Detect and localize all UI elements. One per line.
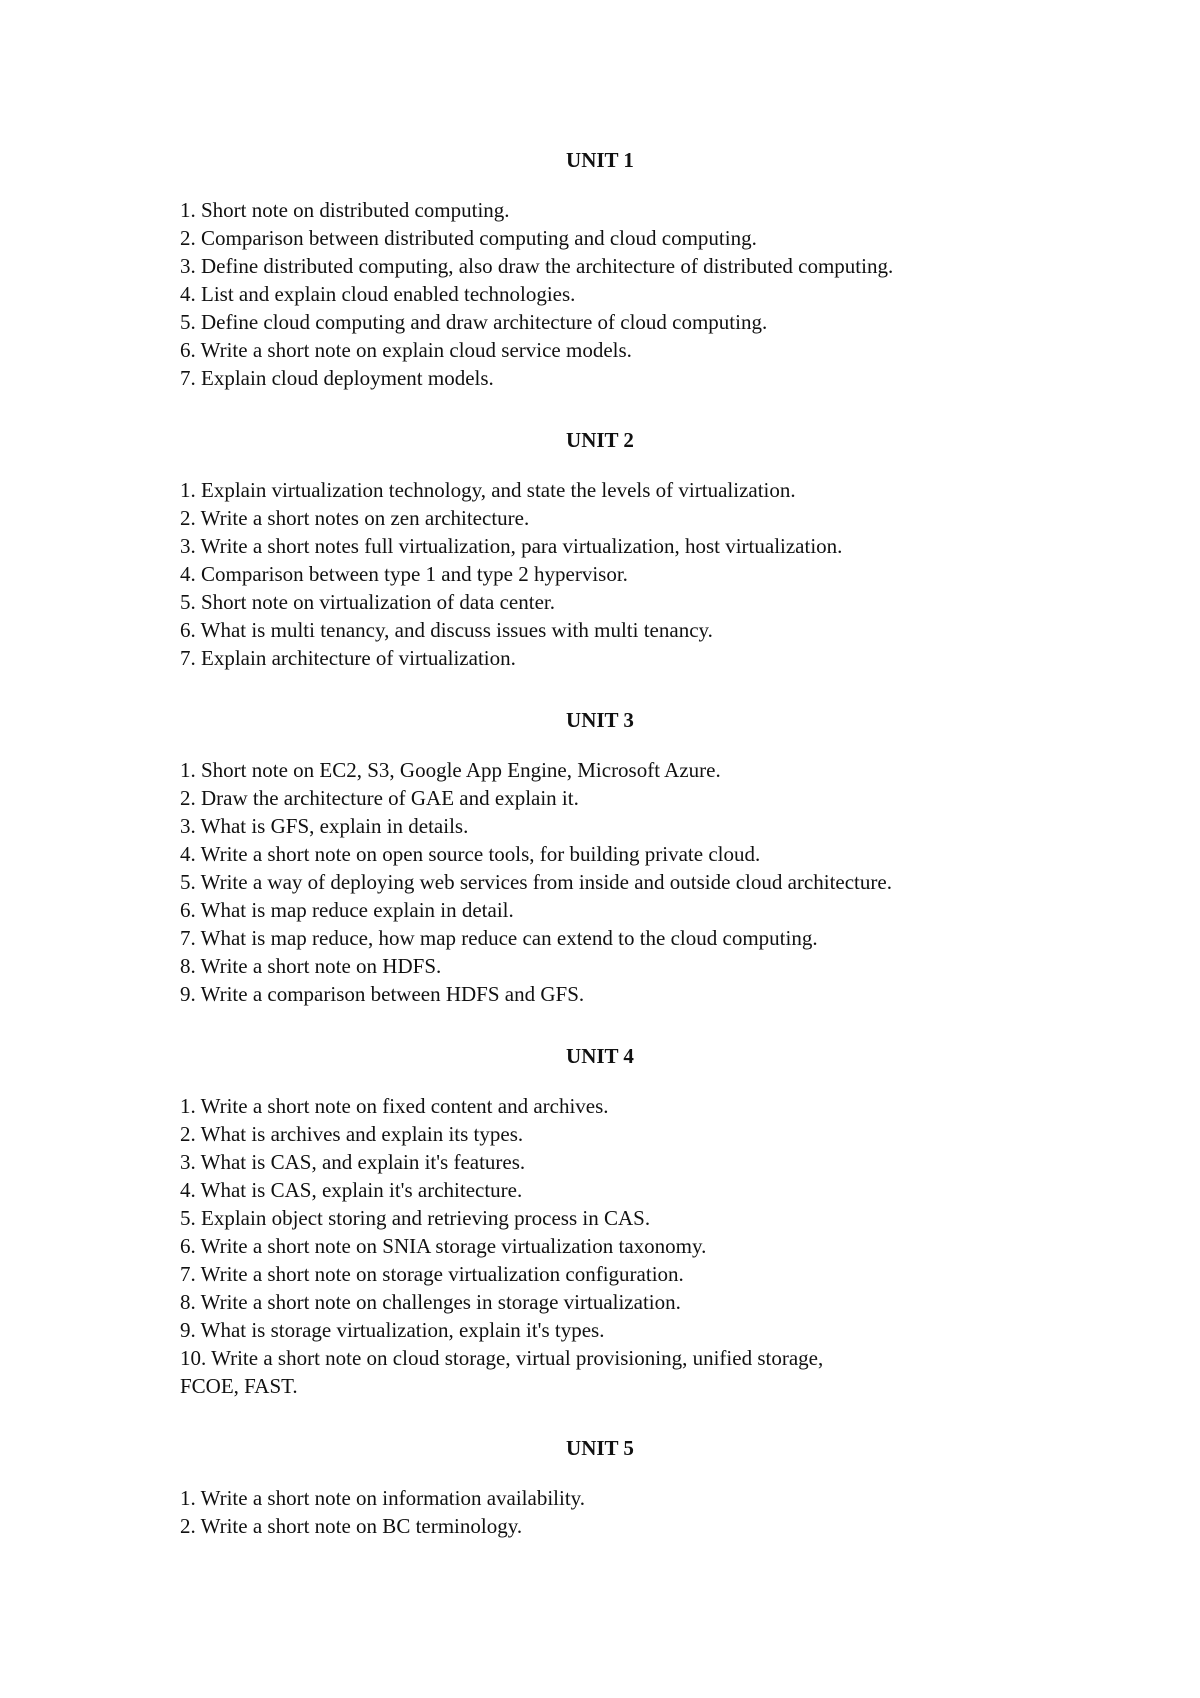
question-item: 1. Short note on EC2, S3, Google App Engine, Microsoft Azure. xyxy=(180,758,721,782)
question-item: 7. Explain cloud deployment models. xyxy=(180,366,494,390)
question-item: 4. What is CAS, explain it's architecture. xyxy=(180,1178,523,1202)
question-item: 1. Explain virtualization technology, and state the levels of virtualization. xyxy=(180,478,796,502)
question-item: 1. Write a short note on information availability. xyxy=(180,1486,586,1510)
question-item: 8. Write a short note on challenges in storage virtualization. xyxy=(180,1290,681,1314)
question-item: 3. What is CAS, and explain it's features. xyxy=(180,1150,526,1174)
unit-heading: UNIT 1 xyxy=(566,148,634,172)
question-item: 8. Write a short note on HDFS. xyxy=(180,954,442,978)
unit-heading: UNIT 2 xyxy=(566,428,634,452)
question-item: 2. Write a short notes on zen architecture. xyxy=(180,506,530,530)
unit-heading: UNIT 4 xyxy=(566,1044,634,1068)
question-item: 6. Write a short note on SNIA storage virtualization taxonomy. xyxy=(180,1234,707,1258)
question-item: 2. What is archives and explain its types. xyxy=(180,1122,524,1146)
unit-heading: UNIT 3 xyxy=(566,708,634,732)
unit-1-section xyxy=(180,146,1060,392)
question-item: 6. What is multi tenancy, and discuss issues with multi tenancy. xyxy=(180,618,713,642)
question-item: 5. Short note on virtualization of data center. xyxy=(180,590,555,614)
question-item: 10. Write a short note on cloud storage, virtual provisioning, unified storage, FCOE, FAST. xyxy=(180,1346,824,1398)
question-item: 2. Comparison between distributed computing and cloud computing. xyxy=(180,226,757,250)
unit-4-section xyxy=(180,1042,1060,1400)
question-item: 9. What is storage virtualization, explain it's types. xyxy=(180,1318,605,1342)
question-item: 6. What is map reduce explain in detail. xyxy=(180,898,514,922)
question-item: 3. What is GFS, explain in details. xyxy=(180,814,469,838)
question-item: 4. List and explain cloud enabled technologies. xyxy=(180,282,576,306)
question-item: 6. Write a short note on explain cloud service models. xyxy=(180,338,632,362)
question-item: 7. What is map reduce, how map reduce can extend to the cloud computing. xyxy=(180,926,818,950)
question-item: 7. Write a short note on storage virtualization configuration. xyxy=(180,1262,684,1286)
question-item: 2. Write a short note on BC terminology. xyxy=(180,1514,523,1538)
unit-2-section xyxy=(180,426,1060,672)
question-item: 4. Write a short note on open source tools, for building private cloud. xyxy=(180,842,761,866)
question-item: 5. Define cloud computing and draw architecture of cloud computing. xyxy=(180,310,768,334)
unit-5-section xyxy=(180,1434,1060,1540)
question-item: 9. Write a comparison between HDFS and GFS. xyxy=(180,982,585,1006)
question-item: 3. Define distributed computing, also draw the architecture of distributed computing. xyxy=(180,254,894,278)
question-item: 2. Draw the architecture of GAE and explain it. xyxy=(180,786,579,810)
question-item: 5. Write a way of deploying web services from inside and outside cloud architecture. xyxy=(180,870,892,894)
question-item: 7. Explain architecture of virtualization. xyxy=(180,646,516,670)
unit-heading: UNIT 5 xyxy=(566,1436,634,1460)
question-item: 1. Short note on distributed computing. xyxy=(180,198,510,222)
question-item: 3. Write a short notes full virtualization, para virtualization, host virtualization. xyxy=(180,534,843,558)
question-item: 1. Write a short note on fixed content and archives. xyxy=(180,1094,609,1118)
question-item: 4. Comparison between type 1 and type 2 hypervisor. xyxy=(180,562,628,586)
unit-3-section xyxy=(180,706,1060,1008)
question-item: 5. Explain object storing and retrieving process in CAS. xyxy=(180,1206,651,1230)
